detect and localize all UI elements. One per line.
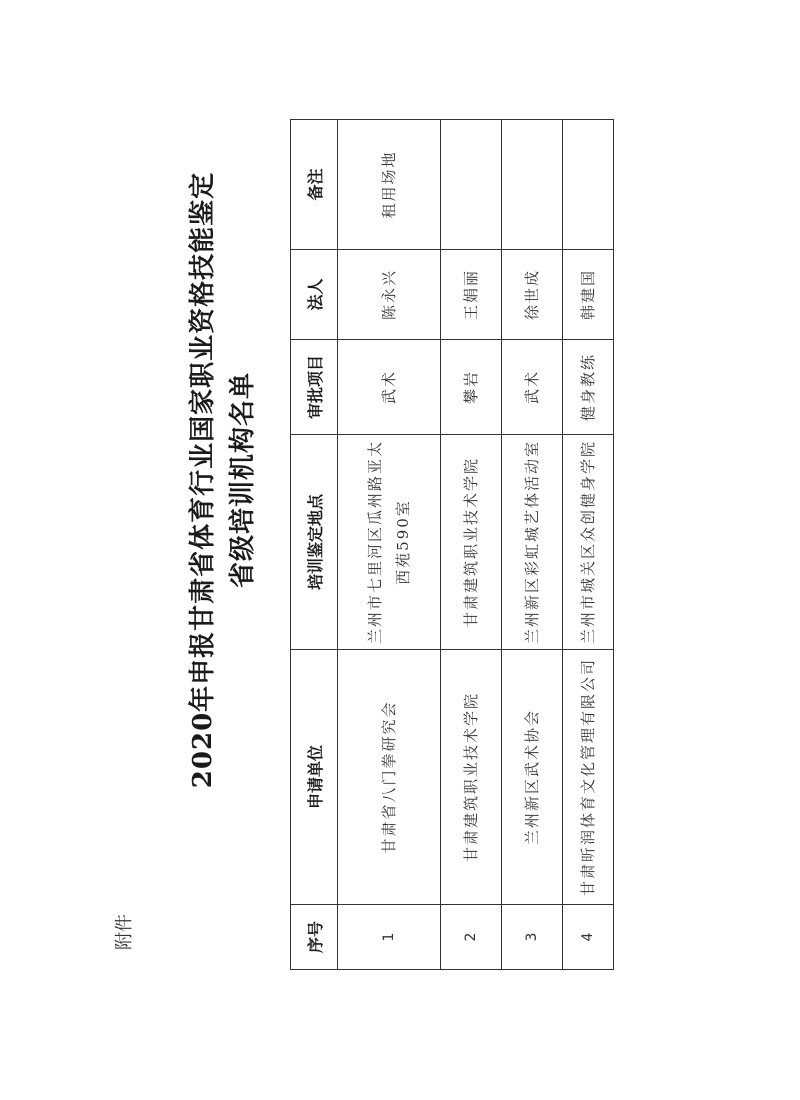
cell-location: 兰州市七里河区瓜州路亚太西苑590室 [338,435,441,650]
attachment-label: 附件 [114,914,135,950]
header-item: 审批项目 [291,340,338,435]
header-unit: 申请单位 [291,650,338,905]
table-row [563,120,614,970]
table-header-row [291,120,338,970]
header-remark: 备注 [291,120,338,250]
cell-no: 3 [502,905,563,970]
header-location: 培训鉴定地点 [291,435,338,650]
cell-no: 4 [563,905,614,970]
cell-location: 兰州市城关区众创健身学院 [563,435,614,650]
document-title: 2020年申报甘肃省体育行业国家职业资格技能鉴定 [188,171,218,789]
cell-unit: 兰州新区武术协会 [502,650,563,905]
cell-no: 1 [338,905,441,970]
cell-item: 健身教练 [563,340,614,435]
cell-legal-person: 陈永兴 [338,250,441,340]
cell-legal-person: 王娟丽 [441,250,502,340]
cell-unit: 甘肃昕润体育文化管理有限公司 [563,650,614,905]
cell-item: 攀岩 [441,340,502,435]
institution-table [290,119,614,970]
cell-location: 兰州新区彩虹城艺体活动室 [502,435,563,650]
table-row [502,120,563,970]
header-legal-person: 法人 [291,250,338,340]
table-row [441,120,502,970]
cell-legal-person: 韩建国 [563,250,614,340]
cell-legal-person: 徐世成 [502,250,563,340]
cell-remark [502,120,563,250]
document-subtitle: 省级培训机构名单 [228,372,258,589]
cell-item: 武术 [502,340,563,435]
cell-remark [441,120,502,250]
cell-item: 武术 [338,340,441,435]
cell-unit: 甘肃建筑职业技术学院 [441,650,502,905]
cell-remark: 租用场地 [338,120,441,250]
header-no: 序号 [291,905,338,970]
cell-location: 甘肃建筑职业技术学院 [441,435,502,650]
cell-remark [563,120,614,250]
cell-no: 2 [441,905,502,970]
table-row [338,120,441,970]
cell-unit: 甘肃省八门拳研究会 [338,650,441,905]
